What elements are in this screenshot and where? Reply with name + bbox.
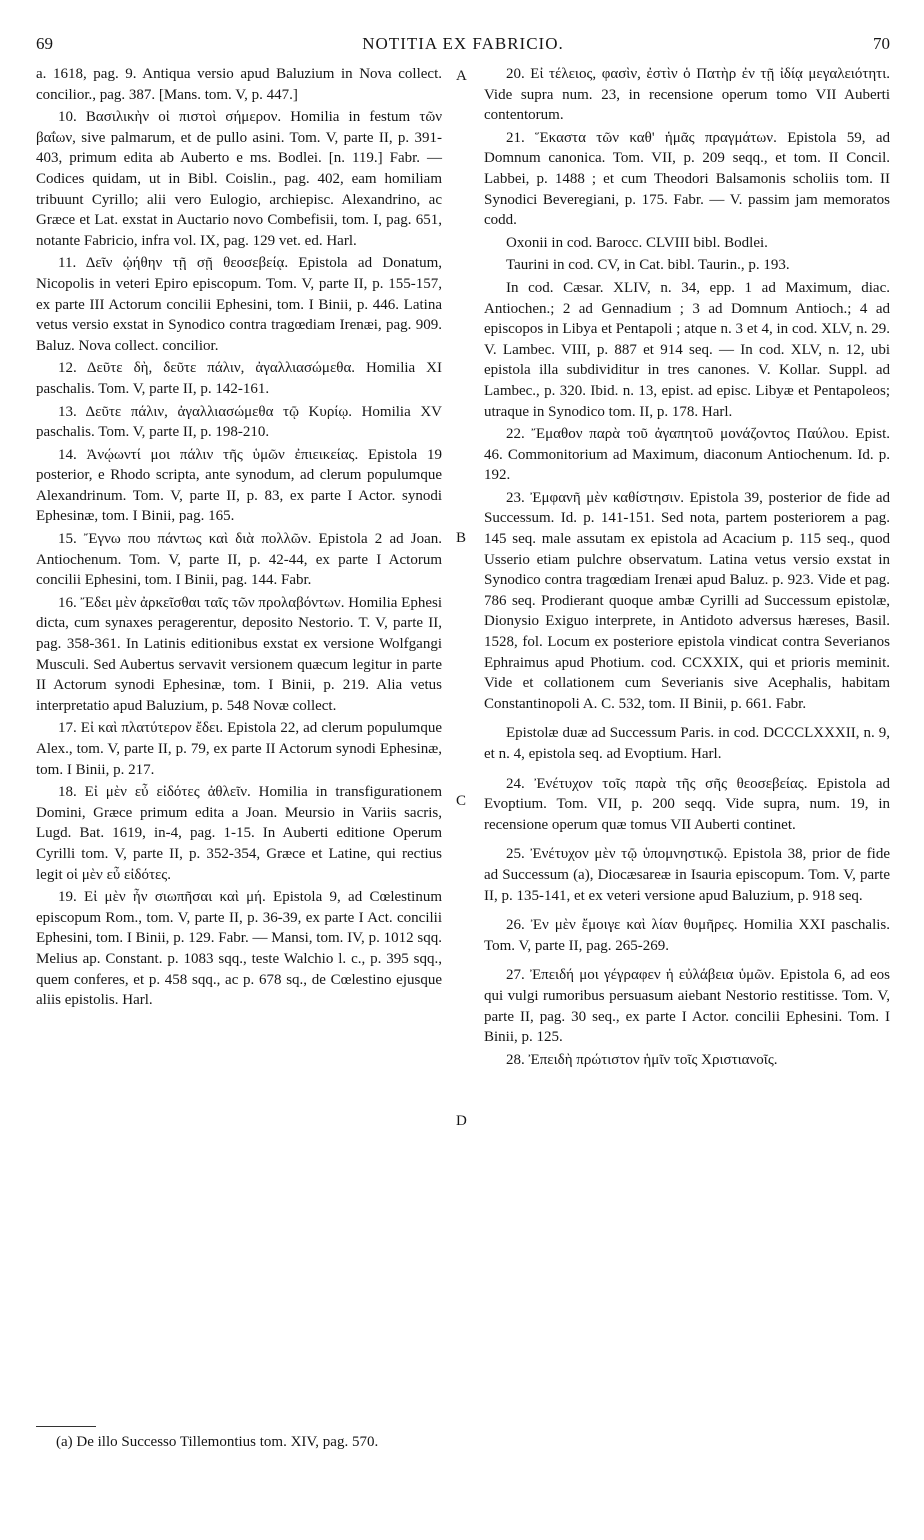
entry-23: 23. Ἐμφανῆ μὲν καθίστησιν. Epistola 39, posterior de fide ad Successum. Id. p. 141-151. Sed nota, partem posteriorem a pag. 145 seq. male assutam ex epistola ad Acacium p. 115 seq., quod Usserio etiam pulchre observatum. Latina vetus versio exstat in Synodico contra tragœdiam Irenæi apud Baluz. p. 923. Vide et pag. 786 seq. Prodierant quoque ambæ Cyrilli ad Successum epistolæ, Dionysio Exiguo interprete, in Antidoto adversus hæreses, Basil. 1528, fol. Locum ex posteriore epistola vindicat contra Severianos Ephraimus apud Photium. cod. CCXXIX, qui et prioris meminit. Vide et collationem cum Severianis sive Acephalis, habitam Constantinopoli A. C. 532, tom. II Binii, p. 661. Fabr.	[484, 489, 890, 712]
entry-22: 22. Ἔμαθον παρὰ τοῦ ἀγαπητοῦ μονάζοντος Παύλου. Epist. 46. Commonitorium ad Maximum, diaconum Antiochenum. Id. p. 192.	[484, 426, 890, 484]
entry-14: 14. Ἀνῴωντί μοι πάλιν τῆς ὑμῶν ἐπιεικείας. Epistola 19 posterior, e Rhodo scripta, ante synodum, ad clerum populumque Alexandrinum. Tom. V, parte II, p. 83, ex parte I Actor. synodi Ephesinæ, tom. I Binii, pag. 165.	[36, 446, 442, 525]
margin-letter-c: C	[456, 793, 467, 809]
entry-27: 27. Ἐπειδή μοι γέγραφεν ἡ εὐλάβεια ὑμῶν. Epistola 6, ad eos qui vulgi rumoribus persuasum aiebant Nestorio restitisse. Tom. V, parte II, pag. 30 seq., ex parte I Actor. concilii Ephesini. Tom. I Binii, p. 125.	[484, 967, 890, 1046]
left-column	[36, 64, 442, 1011]
entry-16: 16. Ἔδει μὲν ἀρκεῖσθαι ταῖς τῶν προλαβόντων. Homilia Ephesi dicta, cum synaxes peragerentur, deposito Nestorio. T. V, parte II, pag. 358-361. In Latinis editionibus exstat ex versione Wolfgangi Musculi. Sed Aubertus servavit versionem quæcum legitur in parte II Actorum synodi Ephesinæ, tom. I Binii, p. 219. Alia vetus interpretatio apud Baluzium, p. 548 Novæ collect.	[36, 594, 442, 714]
entry-11: 11. Δεῖν ᾠήθην τῇ σῇ θεοσεβείᾳ. Epistola ad Donatum, Nicopolis in veteri Epiro episcopum. Tom. V, parte II, p. 155-157, ex parte III Actorum concilii Ephesini, tom. I Binii, p. 446. Latina vetus versio exstat in Synodico contra tragœdiam Irenæi, pag. 909. Baluz. Nova collect. concilior.	[36, 255, 442, 354]
entry-24: 24. Ἐνέτυχον τοῖς παρὰ τῆς σῆς θεοσεβείας. Epistola ad Evoptium. Tom. VII, p. 200 seqq. Vide supra, num. 19, in recensione operum quæ tomus VII Auberti continet.	[484, 775, 890, 833]
codex-taurini: Taurini in cod. CV, in Cat. bibl. Taurin., p. 193.	[506, 257, 790, 274]
codex-caesar: In cod. Cæsar. XLIV, n. 34, epp. 1 ad Maximum, diac. Antiochen.; 2 ad Gennadium ; 3 ad Domnum Antioch.; 4 ad episcopos in Libya et Pentapoli ; atque n. 3 et 4, in cod. XLV, n. 29. V. Lambec. VIII, p. 887 et 914 seq. — In cod. XLV, n. 12, ubi epistola illa subdividitur in tres canones. V. Kollar. Suppl. ad Lambec., p. 320. Ibid. n. 13, epist. ad episc. Libyæ et Pentapoleos; utraque in Synodico tom. II, p. 178. Harl.	[484, 279, 890, 420]
margin-letter-a: A	[456, 68, 467, 84]
codex-oxonii: Oxonii in cod. Barocc. CLVIII bibl. Bodlei.	[506, 234, 768, 251]
entry-21: 21. Ἕκαστα τῶν καθ' ἡμᾶς πραγμάτων. Epistola 59, ad Domnum canonica. Tom. VII, p. 209 seqq., et tom. II Concil. Labbei, p. 1488 ; et cum Theodori Balsamonis scholiis tom. II Synodici Beveregiani, p. 175. Fabr. — V. passim jam memoratos codd.	[484, 129, 890, 229]
entry-19: 19. Εἰ μὲν ἦν σιωπῆσαι καὶ μή. Epistola 9, ad Cœlestinum episcopum Rom., tom. V, parte II, p. 36-39, ex parte I Act. concilii Ephesini, tom. I Binii, p. 129. Fabr. — Mansi, tom. IV, p. 1012 sqq. Melius ap. Constant. p. 1083 sqq., teste Walchio l. c., p. 395 sqq., quem conferes, et p. 458 sqq., ac p. 678 sq., de Cœlestino ejusque aliis epistolis. Harl.	[36, 889, 442, 1009]
right-column	[484, 64, 890, 1070]
footnote-rule	[36, 1426, 96, 1427]
entry-15: 15. Ἔγνω που πάντως καὶ διὰ πολλῶν. Epistola 2 ad Joan. Antiochenum. Tom. V, parte II, p. 42-44, ex parte I Actorum concilii Ephesini, tom. I Binii, pag. 144. Fabr.	[36, 531, 442, 589]
running-title: NOTITIA EX FABRICIO.	[362, 34, 564, 53]
entry-20: 20. Εἰ τέλειος, φασὶν, ἐστὶν ὁ Πατὴρ ἐν τῇ ἰδίᾳ μεγαλειότητι. Vide supra num. 23, in recensione operum tomo VII Auberti contentorum.	[484, 66, 890, 124]
page-number-right: 70	[873, 34, 890, 53]
margin-letter-d: D	[456, 1113, 467, 1129]
entry-18: 18. Εἰ μὲν εὖ εἰδότες ἀθλεῖν. Homilia in transfigurationem Domini, Græce primum edita a Joan. Meursio in Variis sacris, Lugd. Bat. 1619, in-4, pag. 1-15. In Auberti editione Operum Cyrilli tom. V, parte II, p. 352-354, Græce et Latine, qui rectius legit οἱ μὲν εὖ εἰδότες.	[36, 784, 442, 883]
entry-17: 17. Εἰ καὶ πλατύτερον ἔδει. Epistola 22, ad clerum populumque Alex., tom. V, parte II, p. 79, ex parte II Actorum synodi Ephesinæ, tom. I Binii, p. 217.	[36, 720, 442, 778]
entry-25: 25. Ἐνέτυχον μὲν τῷ ὑπομνηστικῷ. Epistola 38, prior de fide ad Successum (a), Diocæsareæ in Isauria episcopum. Tom. V, parte II, p. 135-141, et ex veteri versione apud Baluzium, p. 918 seq.	[484, 846, 890, 904]
entry-10: 10. Βασιλικὴν οἱ πιστοὶ σήμερον. Homilia in festum τῶν βαΐων, sive palmarum, et de pullo asini. Tom. V, parte II, p. 391-403, primum edita ab Auberto e ms. Bodlei. [n. 119.] Fabr. — Codices quidam, ut in Bibl. Coislin., pag. 402, eam homiliam tribuunt Cyrillo; alii vero Eulogio, archiepisc. Alexandrino, ac Græce et Lat. exstat in Auctario novo Combefisii, tom. I, pag. 651, notante Fabricio, infra vol. IX, pag. 129 vet. ed. Harl.	[36, 109, 442, 249]
page-header	[36, 34, 890, 60]
entry-28: 28. Ἐπειδὴ πρώτιστον ἡμῖν τοῖς Χριστιανοῖς.	[506, 1051, 778, 1068]
page-number-left: 69	[36, 34, 53, 53]
entry-26: 26. Ἐν μὲν ἔμοιγε καὶ λίαν θυμῆρες. Homilia XXI paschalis. Tom. V, parte II, pag. 265-269.	[484, 917, 890, 954]
codex-paris: Epistolæ duæ ad Successum Paris. in cod. DCCCLXXXII, n. 9, et n. 4, epistola seq. ad Evoptium. Harl.	[484, 725, 890, 762]
entry-12: 12. Δεῦτε δὴ, δεῦτε πάλιν, ἀγαλλιασώμεθα. Homilia XI paschalis. Tom. V, parte II, p. 142-161.	[36, 360, 442, 397]
entry-9-continued: a. 1618, pag. 9. Antiqua versio apud Baluzium in Nova collect. concilior., pag. 387. [Mans. tom. V, p. 447.]	[36, 66, 442, 103]
footnote: (a) De illo Successo Tillemontius tom. XIV, pag. 570.	[56, 1434, 379, 1450]
entry-13: 13. Δεῦτε πάλιν, ἀγαλλιασώμεθα τῷ Κυρίῳ. Homilia XV paschalis. Tom. V, parte II, p. 198-210.	[36, 403, 442, 441]
margin-letter-b: B	[456, 530, 467, 546]
